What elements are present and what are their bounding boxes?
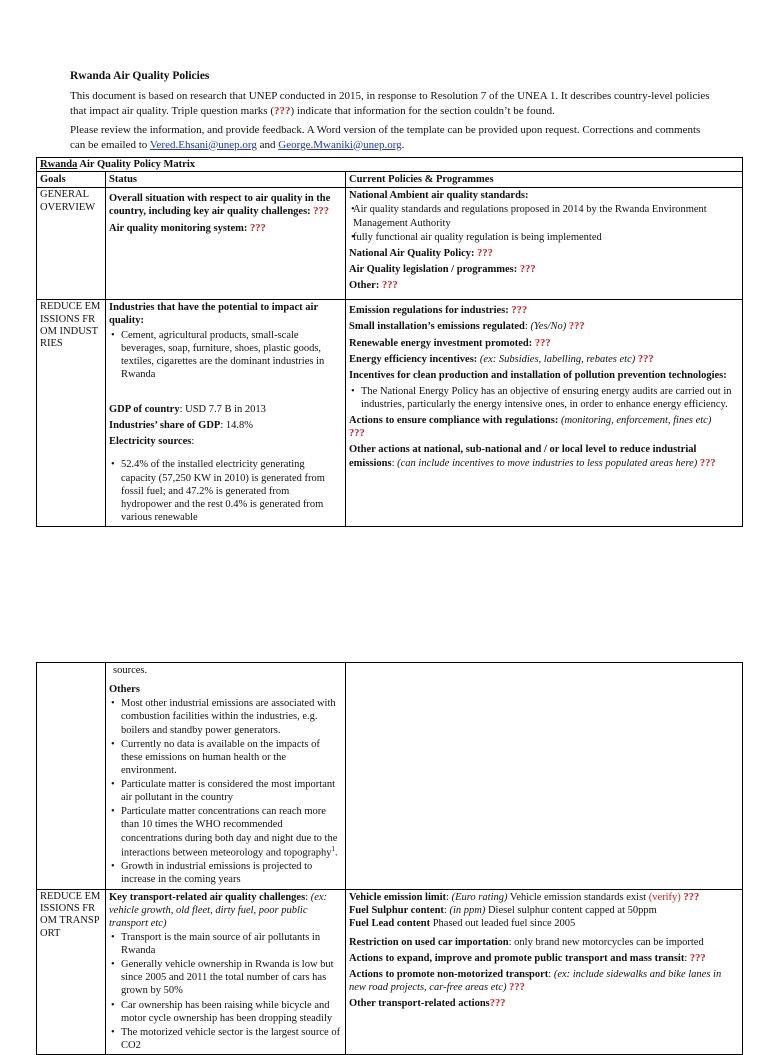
goal-transport: REDUCE EMISSIONS FROM TRANSPORT: [37, 889, 106, 1055]
header-goals: Goals: [37, 172, 106, 188]
email-link-george[interactable]: George.Mwaniki@unep.org: [278, 138, 402, 151]
header-status: Status: [106, 172, 346, 188]
review-paragraph: Please review the information, and provide feedback. A Word version of the template can be provided upon request. Corrections and comments can be emailed to Vered.Ehsani@unep.org and George.Mwaniki@unep.org.: [70, 124, 701, 151]
goal-industries: REDUCE EMISSIONS FROM INDUSTRIES: [37, 300, 106, 527]
table-row-industries: REDUCE EMISSIONS FROM INDUSTRIES Industries that have the potential to impact air quality: • Cement, agricultural products, small-scale beverages, soap, furniture, shoes, plastic goods, textiles, cigarettes are the dominant industries in Rwanda GDP of country: USD 7.7 B in 2013 Industries’ share of GDP: 14.8% Electricity sources: • 52.4% of the installed electricity generating capacity (57,250 KW in 2010) is generated from fossil fuel; and 47.2% is generated from hydropower and the rest 0.4% is generated from various renewable Emission regulations for industries: ??? Small installation’s emissions regulated: (Yes/No) ??? Renewable energy investment promoted: ??? Energy efficiency incentives: (ex: Subsidies, labelling, rebates etc) ??? Incentives for clean production and installation of pollution prevention technologies: • The National Energy Policy has an objective of ensuring energy audits are carried out in industries, particularly the energy intensive ones, in order to enhance energy efficiency. Actions to ensure compliance with regulations: (monitoring, enforcement, fines etc) ??? Other actions at national, sub-national and / or local level to reduce industrial emissions: (can include incentives to move industries to less populated areas here) ???: [37, 300, 743, 527]
table-row-transport: REDUCE EMISSIONS FROM TRANSPORT Key transport-related air quality challenges: (ex: vehicle growth, old fleet, dirty fuel, poor public transport etc) • Transport is the main source of air pollutants in Rwanda • Generally vehicle ownership in Rwanda is low but since 2005 and 2011 the total number of cars has grown by 50% • Car ownership has been raising while bicycle and motor cycle ownership has been dropping steadily • The motorized vehicle sector is the largest source of CO2 Vehicle emission limit: (Euro rating) Vehicle emission standards exist (verify) ??? Fuel Sulphur content: (in ppm) Diesel sulphur content capped at 50ppm Fuel Lead content Phased out leaded fuel since 2005 Restriction on used car importation: only brand new motorcycles can be imported Actions to expand, improve and promote public transport and mass transit: ??? Actions to promote non-motorized transport: (ex: include sidewalks and bike lanes in new road projects, car-free areas etc) ??? Other transport-related actions???: [37, 889, 743, 1055]
email-link-vered[interactable]: Vered.Ehsani@unep.org: [149, 138, 257, 151]
policy-matrix-table-page1: [36, 157, 743, 527]
table-caption-row: Rwanda Air Quality Policy Matrix: [37, 158, 743, 172]
goal-general-overview: GENERAL OVERVIEW: [37, 188, 106, 300]
table-row-industries-continued: sources. Others • Most other industrial emissions are associated with combustion facilities within the industries, e.g. boilers and standby power generators. • Currently no data is available on the impacts of these emissions on human health or the environment. • Particulate matter is considered the most important air pollutant in the country • Particulate matter concentrations can reach more than 10 times the WHO recommended concentrations during both day and night due to the interactions between meteorology and topography$^1$. • Growth in industrial emissions is projected to increase in the coming years: [37, 663, 743, 890]
intro-paragraph: This document is based on research that UNEP conducted in 2015, in response to Resolution 7 of the UNEA 1. It describes country-level policies that impact air quality. Triple question marks (???) indicate that information for the section couldn’t be found.: [70, 90, 710, 117]
table-header-row: [37, 172, 743, 188]
document-title: Rwanda Air Quality Policies: [70, 70, 210, 82]
table-row-general-overview: GENERAL OVERVIEW Overall situation with respect to air quality in the country, including key air quality challenges: ??? Air quality monitoring system: ??? National Ambient air quality standards: • Air quality standards and regulations proposed in 2014 by the Rwanda Environment Management Authority • fully functional air quality regulation is being implemented National Air Quality Policy: ??? Air Quality legislation / programmes: ??? Other: ???: [37, 188, 743, 300]
header-policies: Current Policies & Programmes: [346, 172, 743, 188]
policy-matrix-table-page2: [36, 662, 743, 1055]
